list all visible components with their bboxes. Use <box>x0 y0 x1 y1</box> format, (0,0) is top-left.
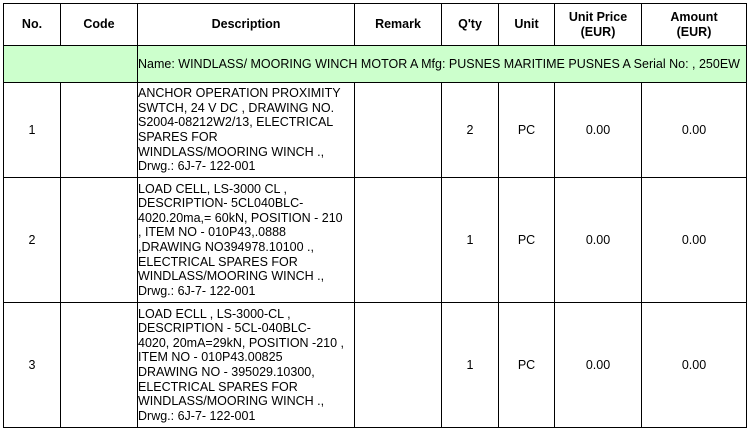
header-unit-price-line1: Unit Price <box>568 9 628 24</box>
row-amount: 0.00 <box>642 83 747 178</box>
row-no: 2 <box>4 178 61 303</box>
row-qty: 1 <box>442 303 499 428</box>
row-amount: 0.00 <box>642 303 747 428</box>
row-unit-price: 0.00 <box>555 178 642 303</box>
row-unit: PC <box>499 83 555 178</box>
header-qty: Q'ty <box>442 4 499 46</box>
row-unit-price: 0.00 <box>555 303 642 428</box>
row-code <box>61 178 138 303</box>
row-remark <box>355 303 442 428</box>
row-unit: PC <box>499 303 555 428</box>
table-row <box>4 178 747 303</box>
spares-table <box>3 3 747 428</box>
header-amount-line1: Amount <box>670 9 718 24</box>
row-remark <box>355 83 442 178</box>
group-row <box>4 46 747 83</box>
header-no: No. <box>4 4 61 46</box>
header-remark: Remark <box>355 4 442 46</box>
row-qty: 2 <box>442 83 499 178</box>
row-remark <box>355 178 442 303</box>
header-unit: Unit <box>499 4 555 46</box>
row-no: 3 <box>4 303 61 428</box>
row-no: 1 <box>4 83 61 178</box>
row-description: LOAD CELL, LS-3000 CL , DESCRIPTION- 5CL040BLC- 4020.20ma,= 60kN, POSITION - 210 , ITEM NO - 010P43,.0888 ,DRAWING NO394978.10100 ., ELECTRICAL SPARES FOR WINDLASS/MOORING WINCH ., Drwg.: 6J-7- 122-001 <box>138 178 355 303</box>
header-row <box>4 4 747 46</box>
header-amount <box>642 4 747 46</box>
group-spacer <box>4 46 138 83</box>
row-description: ANCHOR OPERATION PROXIMITY SWTCH, 24 V DC , DRAWING NO. S2004-08212W2/13, ELECTRICAL SPARES FOR WINDLASS/MOORING WINCH ., Drwg.: 6J-7- 122-001 <box>138 83 355 178</box>
header-unit-price-line2: (EUR) <box>580 24 616 39</box>
table-row <box>4 83 747 178</box>
group-name: Name: WINDLASS/ MOORING WINCH MOTOR A Mfg: PUSNES MARITIME PUSNES A Serial No: , 250EW <box>138 46 747 83</box>
row-unit: PC <box>499 178 555 303</box>
row-code <box>61 83 138 178</box>
row-amount: 0.00 <box>642 178 747 303</box>
row-description: LOAD ECLL , LS-3000-CL , DESCRIPTION - 5CL-040BLC- 4020, 20mA=29kN, POSITION -210 , ITEM NO - 010P43.00825 DRAWING NO - 395029.10300, ELECTRICAL SPARES FOR WINDLASS/MOORING WINCH ., Drwg.: 6J-7- 122-001 <box>138 303 355 428</box>
table-row <box>4 303 747 428</box>
row-unit-price: 0.00 <box>555 83 642 178</box>
header-amount-line2: (EUR) <box>676 24 712 39</box>
row-qty: 1 <box>442 178 499 303</box>
header-description: Description <box>138 4 355 46</box>
header-unit-price <box>555 4 642 46</box>
header-code: Code <box>61 4 138 46</box>
row-code <box>61 303 138 428</box>
